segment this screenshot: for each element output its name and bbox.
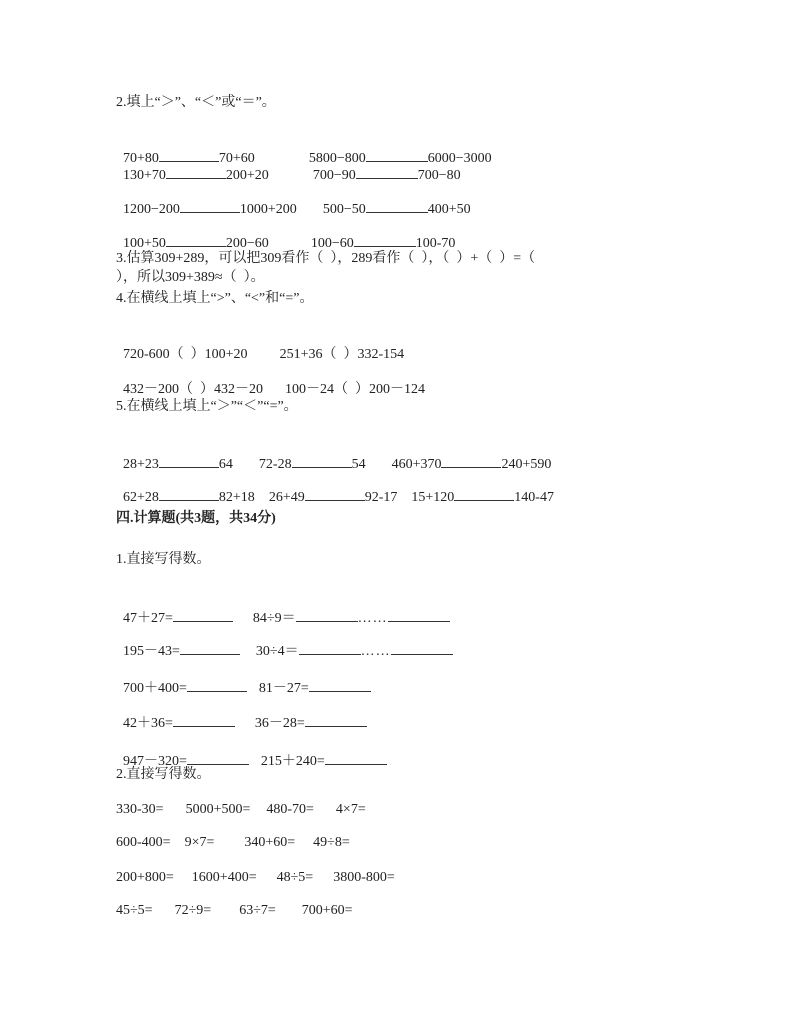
expr: 330-30=	[116, 802, 164, 817]
expr-right: 200−60	[225, 236, 269, 251]
expr: 4×7=	[335, 802, 366, 817]
c2-row	[116, 902, 353, 920]
expr: 215＋240=	[260, 754, 325, 769]
expr-left: 1200−200	[123, 202, 180, 217]
expr: 48÷5=	[276, 870, 314, 885]
section-heading: 四.计算题(共3题，共34分)	[116, 511, 276, 526]
remainder-dots: ……	[360, 644, 391, 659]
c2-title: 2.直接写得数。	[116, 767, 211, 782]
expr: 947－320=	[123, 754, 187, 769]
answer-blank[interactable]	[180, 199, 240, 213]
expr: 9×7=	[184, 835, 215, 850]
answer-blank[interactable]	[305, 713, 367, 727]
expr: 480-70=	[266, 802, 314, 817]
answer-blank[interactable]	[356, 165, 418, 179]
q4-title: 4.在横线上填上“>”、“<”和“=”。	[116, 291, 314, 306]
c2-row	[116, 869, 395, 887]
expr-left: 130+70	[123, 168, 166, 183]
expr-right: 6000−3000	[427, 151, 492, 166]
expr-left: 28+23	[123, 457, 159, 472]
expr: 72÷9=	[174, 903, 212, 918]
q4-row2	[116, 363, 425, 399]
expr-left: 26+49	[268, 490, 305, 505]
expr-left: 500−50	[322, 202, 366, 217]
expr-left: 460+370	[391, 457, 442, 472]
comparison-item: 720-600（ ）100+20	[123, 347, 248, 362]
answer-blank[interactable]	[187, 678, 247, 692]
c1-row	[116, 623, 453, 661]
answer-blank[interactable]	[354, 233, 416, 247]
answer-blank[interactable]	[173, 608, 233, 622]
answer-blank[interactable]	[299, 641, 361, 655]
expr: 42＋36=	[123, 716, 173, 731]
q5-row2	[116, 469, 554, 507]
expr: 700+60=	[301, 903, 353, 918]
expr: 30÷4＝	[255, 644, 299, 659]
q3-line1: 3.估算309+289，可以把309看作（ ），289看作（ ），（ ）+（ ）=（	[116, 251, 536, 266]
answer-blank[interactable]	[441, 454, 501, 468]
q2-row4	[116, 215, 455, 253]
expr-right: 200+20	[225, 168, 269, 183]
comparison-item: 251+36（ ）332-154	[279, 347, 405, 362]
expr: 81－27=	[258, 681, 309, 696]
c1-row	[116, 660, 371, 698]
expr-left: 700−90	[312, 168, 356, 183]
expr-left: 100−60	[310, 236, 354, 251]
expr-right: 70+60	[218, 151, 255, 166]
q5-title: 5.在横线上填上“＞”“＜”“=”。	[116, 399, 298, 414]
q2-row3	[116, 181, 471, 219]
expr-right: 400+50	[427, 202, 471, 217]
remainder-blank[interactable]	[391, 641, 453, 655]
expr-right: 92-17	[364, 490, 398, 505]
answer-blank[interactable]	[325, 751, 387, 765]
remainder-dots: ……	[357, 611, 388, 626]
c2-row	[116, 801, 366, 819]
answer-blank[interactable]	[366, 199, 428, 213]
expr: 200+800=	[116, 870, 174, 885]
answer-blank[interactable]	[309, 678, 371, 692]
c1-row	[116, 695, 367, 733]
expr: 84÷9＝	[252, 611, 296, 626]
answer-blank[interactable]	[166, 165, 226, 179]
expr-right: 140-47	[514, 490, 554, 505]
q4-row1	[116, 328, 404, 364]
expr: 36－28=	[254, 716, 305, 731]
remainder-blank[interactable]	[388, 608, 450, 622]
expr-right: 1000+200	[239, 202, 297, 217]
q2-title: 2.填上“＞”、“＜”或“＝”。	[116, 95, 276, 110]
expr-left: 62+28	[123, 490, 159, 505]
expr-right: 240+590	[501, 457, 552, 472]
expr: 600-400=	[116, 835, 171, 850]
expr: 1600+400=	[191, 870, 257, 885]
comparison-item: 100－24（ ）200－124	[285, 382, 425, 397]
expr-right: 64	[218, 457, 233, 472]
answer-blank[interactable]	[296, 608, 358, 622]
answer-blank[interactable]	[454, 487, 514, 501]
expr: 49÷8=	[313, 835, 350, 850]
c1-title: 1.直接写得数。	[116, 552, 211, 567]
expr-right: 54	[351, 457, 366, 472]
expr-right: 82+18	[218, 490, 255, 505]
expr-right: 700−80	[417, 168, 461, 183]
q2-row2	[116, 147, 461, 185]
expr: 47＋27=	[123, 611, 173, 626]
expr-right: 100-70	[415, 236, 456, 251]
expr-left: 100+50	[123, 236, 166, 251]
answer-blank[interactable]	[305, 487, 365, 501]
expr: 700＋400=	[123, 681, 187, 696]
answer-blank[interactable]	[159, 454, 219, 468]
expr-left: 15+120	[411, 490, 455, 505]
expr: 195－43=	[123, 644, 180, 659]
expr-left: 72-28	[258, 457, 292, 472]
expr: 63÷7=	[239, 903, 276, 918]
expr: 3800-800=	[333, 870, 395, 885]
expr: 5000+500=	[185, 802, 251, 817]
answer-blank[interactable]	[173, 713, 235, 727]
answer-blank[interactable]	[292, 454, 352, 468]
answer-blank[interactable]	[159, 487, 219, 501]
expr: 45÷5=	[116, 903, 153, 918]
answer-blank[interactable]	[187, 751, 249, 765]
answer-blank[interactable]	[166, 233, 226, 247]
expr-left: 5800−800	[308, 151, 366, 166]
expr: 340+60=	[244, 835, 296, 850]
expr-left: 70+80	[123, 151, 159, 166]
comparison-item: 432－200（ ）432－20	[123, 382, 263, 397]
q3-line2: ），所以309+389≈（ ）。	[116, 270, 265, 285]
c2-row	[116, 834, 350, 852]
answer-blank[interactable]	[180, 641, 240, 655]
